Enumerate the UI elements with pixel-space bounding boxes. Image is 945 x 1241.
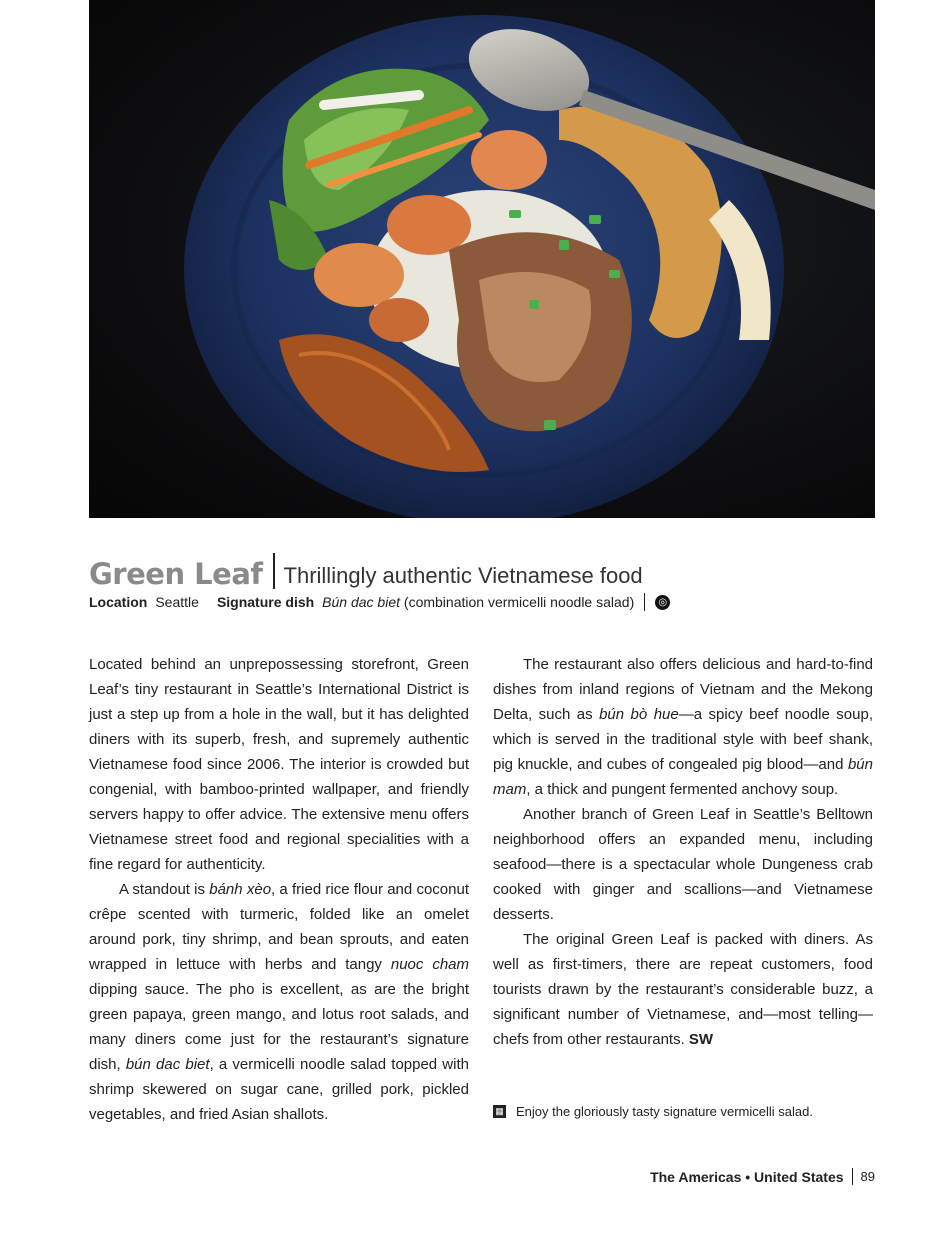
tip-icon: ▦ bbox=[493, 1105, 506, 1118]
title-row bbox=[89, 545, 875, 589]
dish-name: bún mam bbox=[493, 756, 873, 798]
restaurant-name: Green Leaf bbox=[89, 557, 263, 591]
text-run: A standout is bbox=[119, 881, 210, 898]
signature-dish-label: Signature dish bbox=[216, 594, 315, 610]
meta-divider bbox=[644, 593, 645, 611]
tip-line bbox=[493, 1104, 813, 1119]
paragraph bbox=[493, 927, 873, 1052]
food-photo bbox=[89, 0, 875, 518]
text-run: The original Green Leaf is packed with diners. As well as first-timers, there are repeat customers, food tourists drawn by the restaurant’s considerable buzz, a significant number of Vietnamese, and—most telling—chefs from other restaurants. bbox=[493, 931, 873, 1048]
text-run: dipping sauce. The pho is excellent, as are the bright green papaya, green mango, and lotus root salads, and many diners come just for the restaurant’s signature dish, bbox=[89, 981, 469, 1073]
location-label: Location bbox=[89, 594, 148, 610]
location-value: Seattle bbox=[155, 594, 199, 610]
paragraph: Another branch of Green Leaf in Seattle’s Belltown neighborhood offers an expanded menu, including seafood—there is a spectacular whole Dungeness crab cooked with ginger and scallions—and Vietnamese desserts. bbox=[493, 806, 873, 923]
paragraph: Located behind an unprepossessing storefront, Green Leaf’s tiny restaurant in Seattle’s International District is just a step up from a hole in the wall, but it has delighted diners with its superb, fresh, and supremely authentic Vietnamese food since 2006. The interior is crowded but congenial, with bamboo-printed wallpaper, and friendly servers happy to offer advice. The extensive menu offers Vietnamese street food and regional specialities with a fine regard for authenticity. bbox=[89, 656, 469, 873]
page-footer bbox=[650, 1168, 875, 1185]
signature-dish-desc: (combination vermicelli noodle salad) bbox=[400, 594, 635, 610]
signature-dish-value bbox=[322, 594, 634, 610]
paragraph bbox=[89, 877, 469, 1127]
dish-name: bánh xèo bbox=[209, 881, 272, 898]
tip-text: Enjoy the gloriously tasty signature vermicelli salad. bbox=[516, 1104, 813, 1119]
text-run: , a thick and pungent fermented anchovy soup. bbox=[526, 781, 839, 798]
signature-dish-name: Bún dac biet bbox=[322, 594, 401, 610]
restaurant-tagline: Thrillingly authentic Vietnamese food bbox=[283, 563, 643, 588]
globe-icon: ◎ bbox=[655, 595, 670, 610]
text-run: , a vermicelli noodle salad topped with shrimp skewered on sugar cane, grilled pork, pickled vegetables, and fried Asian shallots. bbox=[89, 1056, 469, 1123]
article-column-right bbox=[493, 652, 873, 1052]
text-run: The restaurant also offers delicious and hard-to-find dishes from inland regions of Vietnam and the Mekong Delta, such as bbox=[493, 656, 873, 723]
dish-name: nuoc cham bbox=[390, 956, 469, 973]
dish-name: bún bò hue bbox=[599, 706, 679, 723]
footer-region: The Americas • United States bbox=[650, 1168, 844, 1185]
title-divider bbox=[273, 553, 275, 589]
footer-divider bbox=[852, 1168, 853, 1185]
text-run: —a spicy beef noodle soup, which is served in the traditional style with beef shank, pig knuckle, and cubes of congealed pig blood—and bbox=[493, 706, 873, 773]
meta-row bbox=[89, 592, 670, 612]
food-illustration bbox=[89, 0, 875, 518]
article-column-left bbox=[89, 652, 469, 1127]
text-run: , a fried rice flour and coconut crêpe scented with turmeric, folded like an omelet around pork, tiny shrimp, and bean sprouts, and eaten wrapped in lettuce with herbs and tangy bbox=[89, 881, 469, 973]
paragraph bbox=[493, 652, 873, 802]
dish-name: bún dac biet bbox=[125, 1056, 210, 1073]
page-number: 89 bbox=[860, 1169, 875, 1184]
author-initials: SW bbox=[688, 1031, 714, 1048]
